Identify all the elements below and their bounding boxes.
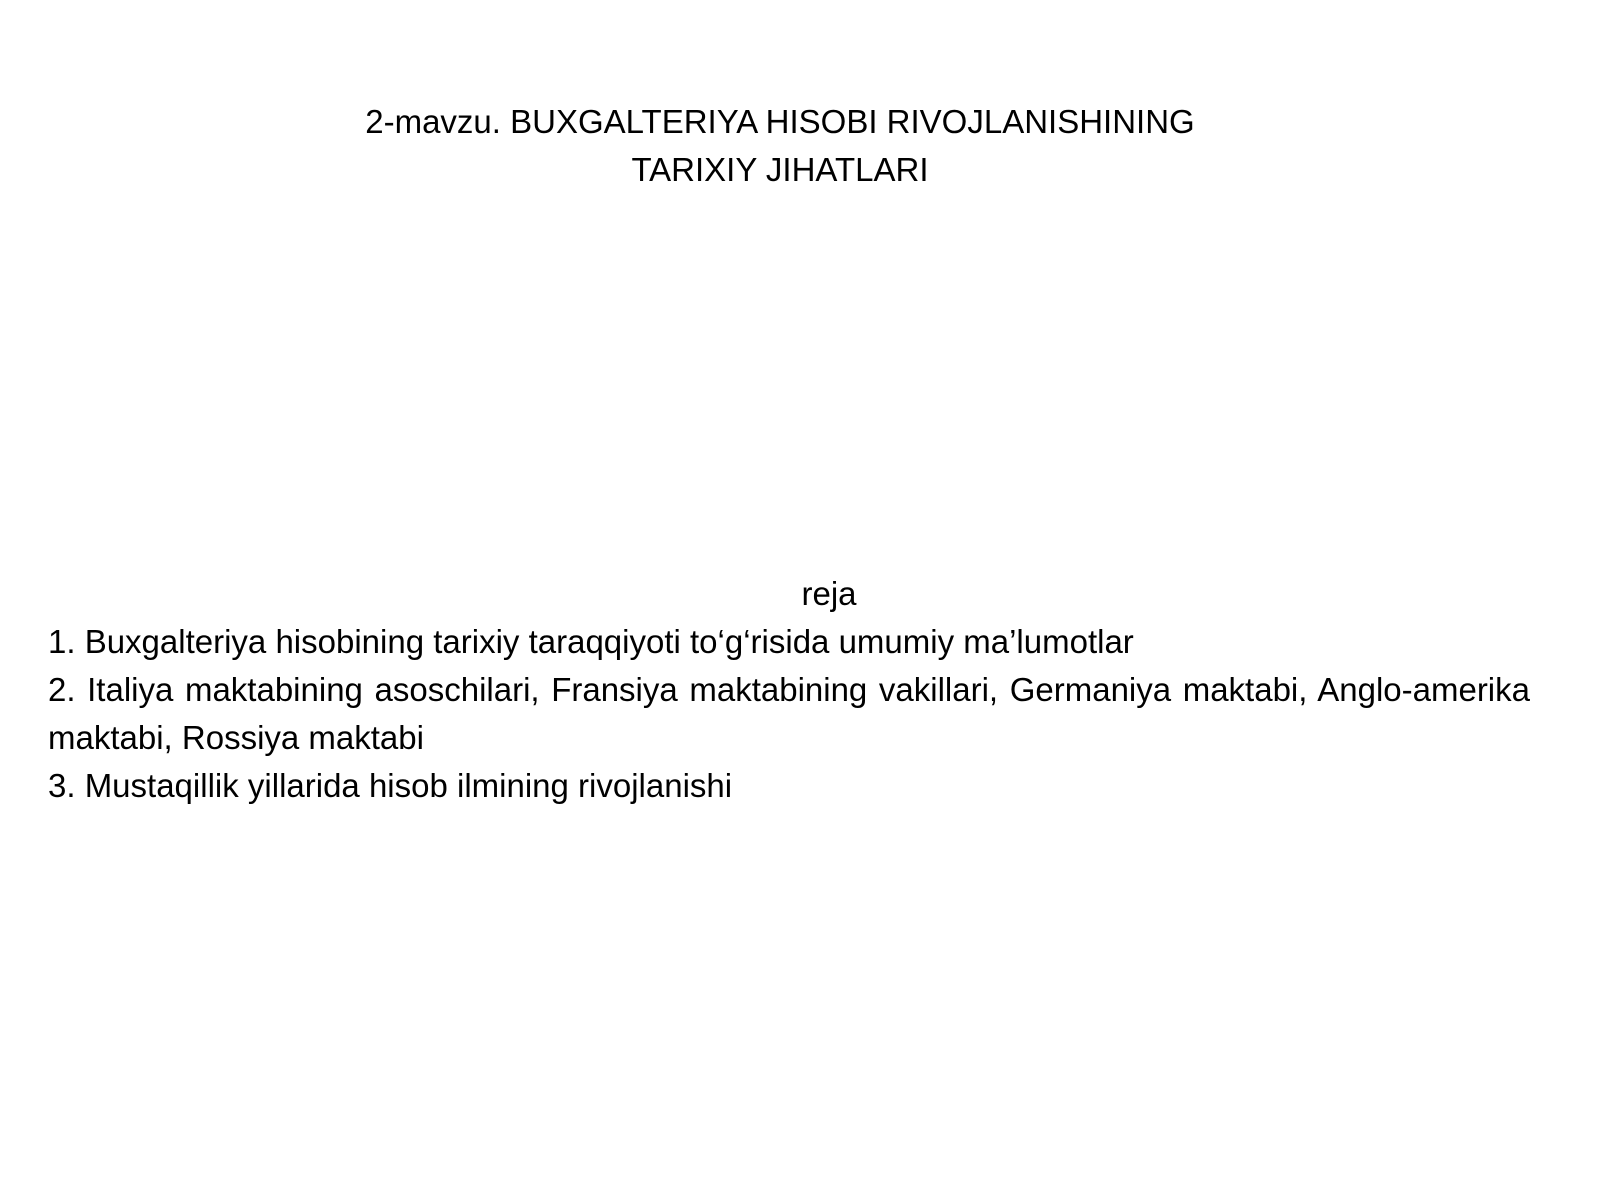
plan-item-3: 3. Mustaqillik yillarida hisob ilmining rivojlanishi: [48, 767, 733, 804]
plan-section: [48, 570, 1530, 810]
plan-item-2: 2. Italiya maktabining asoschilari, Fransiya maktabining vakillari, Germaniya maktabi, Anglo-amerika maktabi, Rossiya maktabi: [48, 671, 1530, 756]
title-line-1: 2-mavzu. BUXGALTERIYA HISOBI RIVOJLANISHINING: [365, 103, 1195, 140]
slide-title: [260, 98, 1300, 194]
plan-heading: reja: [801, 575, 857, 612]
title-line-2: TARIXIY JIHATLARI: [631, 151, 929, 188]
plan-item-1: 1. Buxgalteriya hisobining tarixiy taraqqiyoti to‘g‘risida umumiy ma’lumotlar: [48, 623, 1134, 660]
